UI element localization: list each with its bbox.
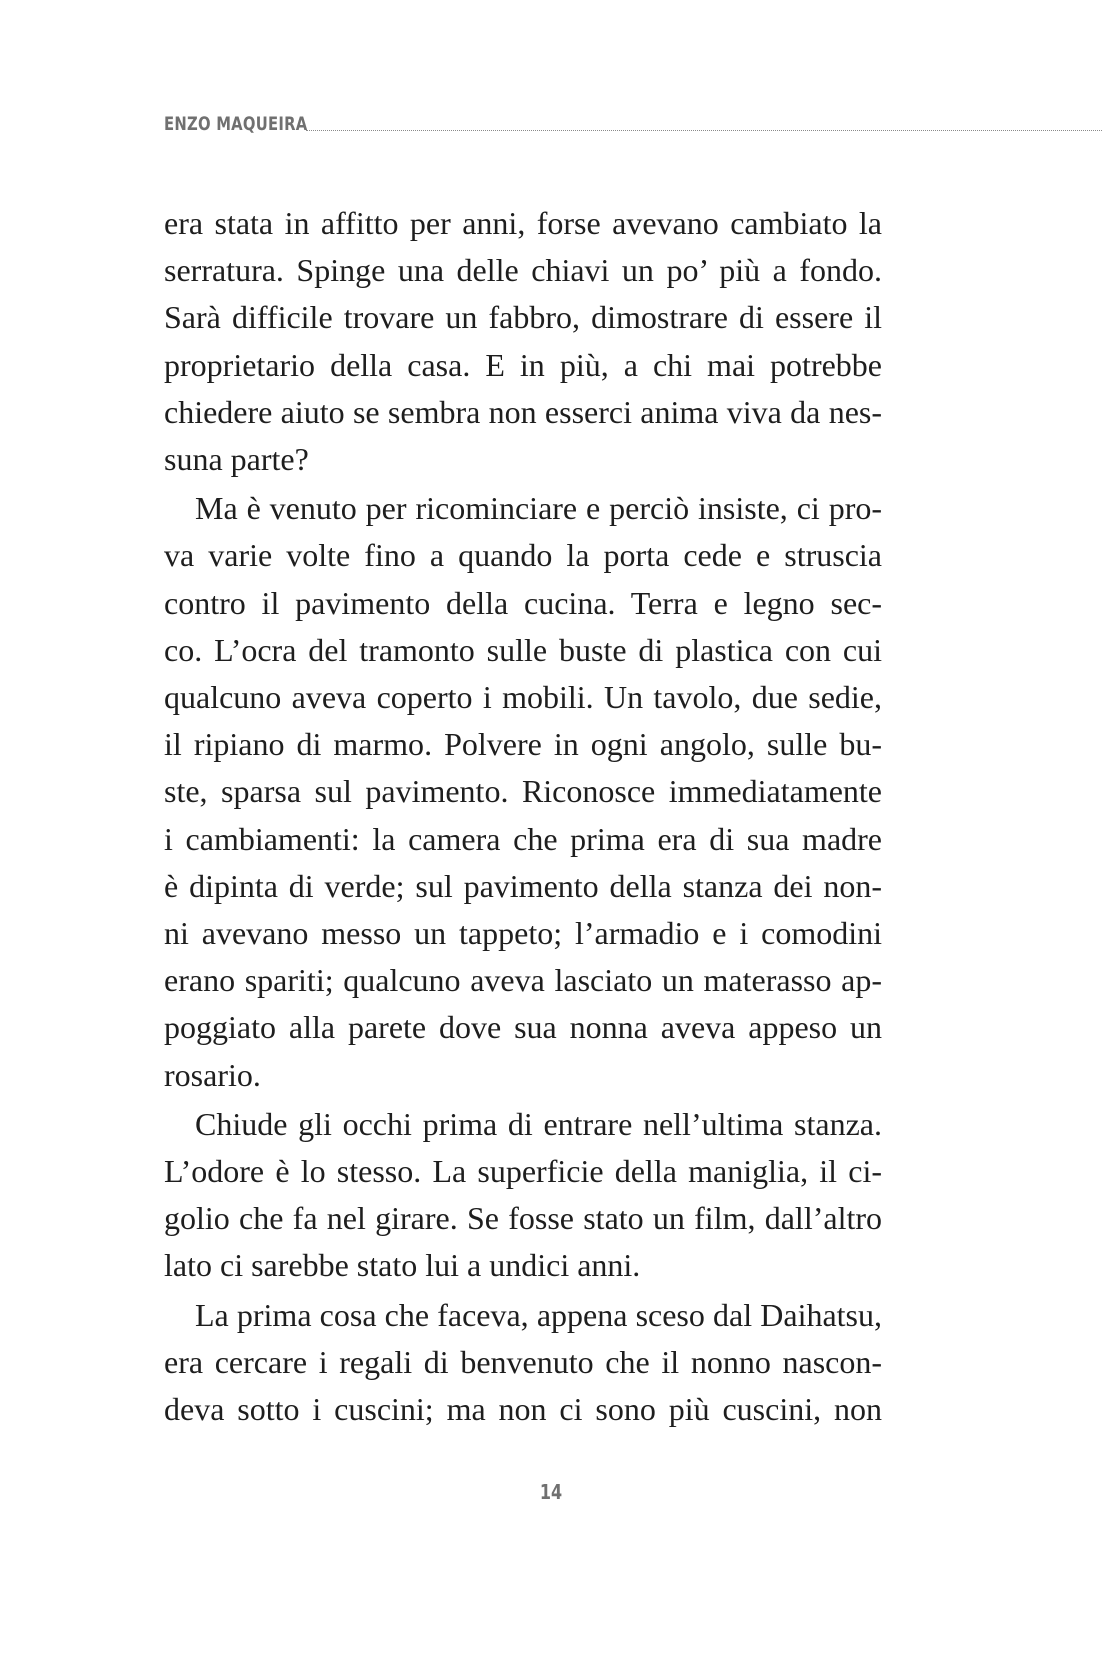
text-line: deva sotto i cuscini; ma non ci sono più cuscini, non <box>164 1391 882 1428</box>
running-head <box>164 106 1102 134</box>
text-line: golio che fa nel girare. Se fosse stato un film, dall’altro <box>164 1200 882 1237</box>
text-line: chiedere aiuto se sembra non esserci anima viva da nes- <box>164 393 882 430</box>
dotted-leader <box>306 130 1102 131</box>
text-line: ste, sparsa sul pavimento. Riconosce immediatamente <box>164 773 882 810</box>
text-line: serratura. Spinge una delle chiavi un po’ più a fondo. <box>164 252 882 289</box>
text-line: Chiude gli occhi prima di entrare nell’ultima stanza. <box>195 1105 882 1142</box>
text-line: qualcuno aveva coperto i mobili. Un tavolo, due sedie, <box>164 679 882 716</box>
text-line: contro il pavimento della cucina. Terra e legno sec- <box>164 584 882 621</box>
text-line: ni avevano messo un tappeto; l’armadio e i comodini <box>164 915 882 952</box>
text-line: erano spariti; qualcuno aveva lasciato un materasso ap- <box>164 962 882 999</box>
text-line: suna parte? <box>164 441 309 478</box>
text-line: co. L’ocra del tramonto sulle buste di plastica con cui <box>164 631 882 668</box>
text-line: va varie volte fino a quando la porta cede e struscia <box>164 537 882 574</box>
text-line: il ripiano di marmo. Polvere in ogni angolo, sulle bu- <box>164 726 882 763</box>
running-head-author: ENZO MAQUEIRA <box>164 113 308 135</box>
text-line: La prima cosa che faceva, appena sceso dal Daihatsu, <box>195 1296 882 1333</box>
text-line: era cercare i regali di benvenuto che il nonno nascon- <box>164 1343 882 1380</box>
text-line: L’odore è lo stesso. La superficie della maniglia, il ci- <box>164 1153 882 1190</box>
text-line: Ma è venuto per ricominciare e perciò insiste, ci pro- <box>195 490 882 527</box>
text-line: proprietario della casa. E in più, a chi mai potrebbe <box>164 346 882 383</box>
text-line: lato ci sarebbe stato lui a undici anni. <box>164 1247 641 1284</box>
text-line: poggiato alla parete dove sua nonna aveva appeso un <box>164 1009 882 1046</box>
text-line: rosario. <box>164 1056 261 1093</box>
page-number: 14 <box>539 1480 563 1504</box>
body-text <box>164 200 882 1433</box>
text-line: Sarà difficile trovare un fabbro, dimostrare di essere il <box>164 299 882 336</box>
text-line: è dipinta di verde; sul pavimento della stanza dei non- <box>164 867 882 904</box>
text-line: era stata in affitto per anni, forse avevano cambiato la <box>164 205 882 241</box>
text-line: i cambiamenti: la camera che prima era di sua madre <box>164 820 882 857</box>
